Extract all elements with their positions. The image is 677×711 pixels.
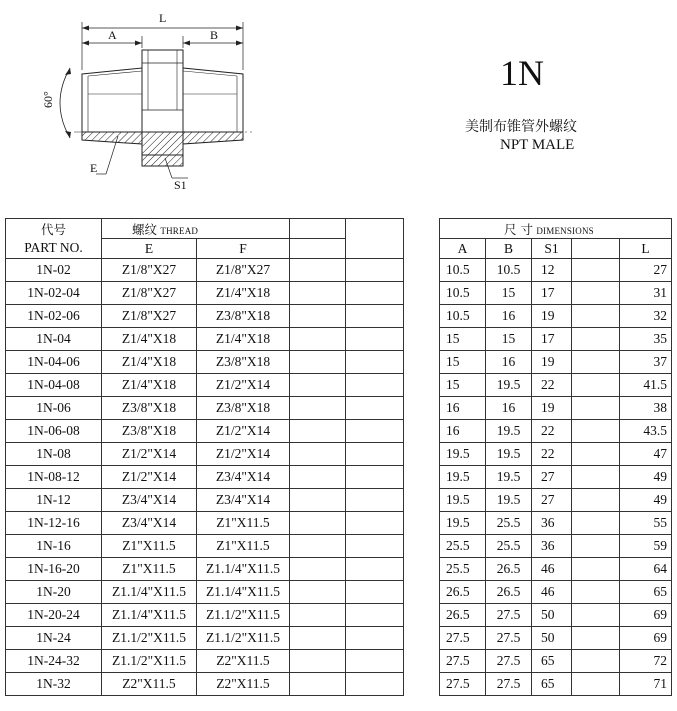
part-no-header-cn: 代号 bbox=[6, 219, 102, 239]
empty-cell bbox=[290, 535, 346, 558]
table-row bbox=[6, 443, 672, 466]
empty-cell bbox=[290, 673, 346, 696]
empty-cell bbox=[346, 512, 404, 535]
empty-cell bbox=[572, 581, 620, 604]
empty-cell bbox=[346, 535, 404, 558]
dim-a-cell: 26.5 bbox=[440, 581, 486, 604]
dim-a-cell: 26.5 bbox=[440, 604, 486, 627]
empty-cell bbox=[346, 443, 404, 466]
part-no-cell: 1N-16-20 bbox=[6, 558, 102, 581]
dim-a-cell: 27.5 bbox=[440, 650, 486, 673]
empty-cell bbox=[572, 650, 620, 673]
part-no-cell: 1N-24 bbox=[6, 627, 102, 650]
table-row bbox=[6, 259, 672, 282]
table-row bbox=[6, 351, 672, 374]
spacer-cell bbox=[404, 650, 440, 673]
dim-s1-cell: 27 bbox=[532, 466, 572, 489]
part-no-cell: 1N-04 bbox=[6, 328, 102, 351]
dim-b-cell: 15 bbox=[486, 328, 532, 351]
dim-b-cell: 16 bbox=[486, 305, 532, 328]
dim-l-cell: 31 bbox=[620, 282, 672, 305]
dim-l-cell: 55 bbox=[620, 512, 672, 535]
empty-cell bbox=[346, 351, 404, 374]
col-header-l: L bbox=[620, 239, 672, 259]
dim-s1-cell: 36 bbox=[532, 512, 572, 535]
dim-s1-cell: 12 bbox=[532, 259, 572, 282]
empty-cell bbox=[346, 305, 404, 328]
thread-e-cell: Z3/8"X18 bbox=[102, 397, 197, 420]
thread-e-cell: Z3/4"X14 bbox=[102, 489, 197, 512]
empty-cell bbox=[346, 604, 404, 627]
part-no-cell: 1N-08 bbox=[6, 443, 102, 466]
table-row bbox=[6, 397, 672, 420]
empty-cell bbox=[290, 650, 346, 673]
col-header-s1: S1 bbox=[532, 239, 572, 259]
dim-l-cell: 37 bbox=[620, 351, 672, 374]
dim-a-cell: 19.5 bbox=[440, 512, 486, 535]
dim-s1-cell: 19 bbox=[532, 397, 572, 420]
empty-cell bbox=[572, 259, 620, 282]
thread-f-cell: Z1.1/4"X11.5 bbox=[197, 581, 290, 604]
part-no-cell: 1N-20 bbox=[6, 581, 102, 604]
thread-e-cell: Z1.1/4"X11.5 bbox=[102, 581, 197, 604]
table-row bbox=[6, 374, 672, 397]
thread-e-cell: Z1/4"X18 bbox=[102, 351, 197, 374]
empty-cell bbox=[572, 512, 620, 535]
dim-b-cell: 19.5 bbox=[486, 443, 532, 466]
dim-s1-cell: 19 bbox=[532, 351, 572, 374]
dim-s1-cell: 65 bbox=[532, 673, 572, 696]
empty-cell bbox=[572, 443, 620, 466]
thread-f-cell: Z2"X11.5 bbox=[197, 673, 290, 696]
dim-a-cell: 16 bbox=[440, 420, 486, 443]
label-s1: S1 bbox=[174, 178, 187, 192]
col-header-a: A bbox=[440, 239, 486, 259]
table-row bbox=[6, 489, 672, 512]
empty-cell bbox=[572, 466, 620, 489]
dim-l-cell: 49 bbox=[620, 466, 672, 489]
empty-cell bbox=[290, 328, 346, 351]
empty-cell bbox=[290, 397, 346, 420]
empty-cell bbox=[290, 581, 346, 604]
table-row bbox=[6, 305, 672, 328]
thread-f-cell: Z1"X11.5 bbox=[197, 535, 290, 558]
dim-s1-cell: 50 bbox=[532, 627, 572, 650]
thread-e-cell: Z3/8"X18 bbox=[102, 420, 197, 443]
thread-e-cell: Z1"X11.5 bbox=[102, 535, 197, 558]
dim-s1-cell: 22 bbox=[532, 420, 572, 443]
empty-cell bbox=[346, 627, 404, 650]
dim-l-cell: 41.5 bbox=[620, 374, 672, 397]
part-no-cell: 1N-08-12 bbox=[6, 466, 102, 489]
empty-cell bbox=[290, 420, 346, 443]
table-row bbox=[6, 328, 672, 351]
empty-cell bbox=[346, 581, 404, 604]
dim-l-cell: 65 bbox=[620, 581, 672, 604]
label-l: L bbox=[159, 11, 167, 25]
dim-s1-cell: 50 bbox=[532, 604, 572, 627]
dim-a-cell: 15 bbox=[440, 328, 486, 351]
empty-cell bbox=[346, 374, 404, 397]
part-no-cell: 1N-02 bbox=[6, 259, 102, 282]
part-no-cell: 1N-20-24 bbox=[6, 604, 102, 627]
part-no-cell: 1N-04-06 bbox=[6, 351, 102, 374]
dim-a-cell: 15 bbox=[440, 351, 486, 374]
thread-e-cell: Z1.1/4"X11.5 bbox=[102, 604, 197, 627]
thread-e-cell: Z1.1/2"X11.5 bbox=[102, 627, 197, 650]
empty-cell bbox=[290, 374, 346, 397]
dim-a-cell: 25.5 bbox=[440, 535, 486, 558]
empty-cell bbox=[572, 489, 620, 512]
part-no-cell: 1N-16 bbox=[6, 535, 102, 558]
spacer-cell bbox=[404, 282, 440, 305]
model-title: 1N bbox=[500, 53, 544, 93]
thread-e-cell: Z1/2"X14 bbox=[102, 443, 197, 466]
dim-b-cell: 27.5 bbox=[486, 627, 532, 650]
thread-e-cell: Z1.1/2"X11.5 bbox=[102, 650, 197, 673]
empty-cell bbox=[346, 558, 404, 581]
col-header-f: F bbox=[197, 239, 290, 259]
col-header-b: B bbox=[486, 239, 532, 259]
empty-cell bbox=[572, 305, 620, 328]
spacer-cell bbox=[404, 581, 440, 604]
thread-f-cell: Z1.1/2"X11.5 bbox=[197, 604, 290, 627]
thread-header: 螺纹 THREAD bbox=[102, 219, 290, 239]
fitting-drawing bbox=[40, 8, 280, 198]
part-no-cell: 1N-32 bbox=[6, 673, 102, 696]
thread-f-cell: Z1.1/2"X11.5 bbox=[197, 627, 290, 650]
empty-cell bbox=[290, 259, 346, 282]
table-row bbox=[6, 466, 672, 489]
empty-cell bbox=[290, 512, 346, 535]
spacer-cell bbox=[404, 305, 440, 328]
dimensions-header: 尺 寸 DIMENSIONS bbox=[440, 219, 672, 239]
empty-cell bbox=[290, 558, 346, 581]
thread-e-cell: Z1/8"X27 bbox=[102, 305, 197, 328]
part-no-header-en: PART NO. bbox=[6, 239, 102, 259]
spacer-cell bbox=[404, 374, 440, 397]
spacer-cell bbox=[404, 512, 440, 535]
thread-f-cell: Z3/8"X18 bbox=[197, 305, 290, 328]
subtitle-chinese: 美制布锥管外螺纹 bbox=[465, 119, 577, 135]
dim-s1-cell: 27 bbox=[532, 489, 572, 512]
empty-cell bbox=[572, 397, 620, 420]
dim-l-cell: 69 bbox=[620, 604, 672, 627]
table-row bbox=[6, 581, 672, 604]
empty-cell bbox=[346, 259, 404, 282]
table-row bbox=[6, 673, 672, 696]
label-e: E bbox=[90, 161, 98, 175]
dim-l-cell: 69 bbox=[620, 627, 672, 650]
thread-e-cell: Z1/8"X27 bbox=[102, 259, 197, 282]
dim-s1-cell: 46 bbox=[532, 581, 572, 604]
dim-l-cell: 27 bbox=[620, 259, 672, 282]
thread-f-cell: Z1/2"X14 bbox=[197, 374, 290, 397]
empty-cell bbox=[290, 627, 346, 650]
part-no-cell: 1N-12 bbox=[6, 489, 102, 512]
spec-table bbox=[5, 218, 672, 696]
thread-f-cell: Z1.1/4"X11.5 bbox=[197, 558, 290, 581]
empty-cell bbox=[346, 328, 404, 351]
dim-a-cell: 10.5 bbox=[440, 259, 486, 282]
dim-a-cell: 19.5 bbox=[440, 489, 486, 512]
spacer-cell bbox=[404, 604, 440, 627]
thread-f-cell: Z1/8"X27 bbox=[197, 259, 290, 282]
dim-l-cell: 72 bbox=[620, 650, 672, 673]
empty-cell bbox=[572, 351, 620, 374]
thread-f-cell: Z1/4"X18 bbox=[197, 282, 290, 305]
thread-f-cell: Z1/4"X18 bbox=[197, 328, 290, 351]
table-row bbox=[6, 558, 672, 581]
dim-l-cell: 32 bbox=[620, 305, 672, 328]
dim-b-cell: 26.5 bbox=[486, 581, 532, 604]
dim-s1-cell: 17 bbox=[532, 282, 572, 305]
dim-s1-cell: 22 bbox=[532, 443, 572, 466]
table-row bbox=[6, 420, 672, 443]
dim-a-cell: 16 bbox=[440, 397, 486, 420]
dim-l-cell: 71 bbox=[620, 673, 672, 696]
table-row bbox=[6, 650, 672, 673]
part-no-cell: 1N-12-16 bbox=[6, 512, 102, 535]
dim-a-cell: 19.5 bbox=[440, 466, 486, 489]
dim-s1-cell: 22 bbox=[532, 374, 572, 397]
dim-b-cell: 16 bbox=[486, 397, 532, 420]
thread-f-cell: Z2"X11.5 bbox=[197, 650, 290, 673]
empty-cell bbox=[346, 397, 404, 420]
empty-cell bbox=[290, 351, 346, 374]
header-row-1 bbox=[6, 219, 672, 239]
dim-b-cell: 27.5 bbox=[486, 604, 532, 627]
thread-e-cell: Z2"X11.5 bbox=[102, 673, 197, 696]
dim-b-cell: 19.5 bbox=[486, 374, 532, 397]
empty-cell bbox=[290, 282, 346, 305]
dim-b-cell: 25.5 bbox=[486, 512, 532, 535]
header-row-2 bbox=[6, 239, 672, 259]
thread-f-cell: Z1/2"X14 bbox=[197, 420, 290, 443]
thread-f-cell: Z1"X11.5 bbox=[197, 512, 290, 535]
empty-cell bbox=[572, 420, 620, 443]
empty-cell bbox=[290, 604, 346, 627]
dim-l-cell: 64 bbox=[620, 558, 672, 581]
empty-cell bbox=[572, 535, 620, 558]
spacer-cell bbox=[404, 558, 440, 581]
col-header-e: E bbox=[102, 239, 197, 259]
dim-s1-cell: 65 bbox=[532, 650, 572, 673]
dim-b-cell: 10.5 bbox=[486, 259, 532, 282]
empty-cell bbox=[572, 328, 620, 351]
spacer-cell bbox=[404, 420, 440, 443]
dim-a-cell: 15 bbox=[440, 374, 486, 397]
part-no-cell: 1N-06 bbox=[6, 397, 102, 420]
label-b: B bbox=[210, 28, 219, 42]
spacer-cell bbox=[404, 466, 440, 489]
part-no-cell: 1N-02-06 bbox=[6, 305, 102, 328]
dim-s1-cell: 19 bbox=[532, 305, 572, 328]
empty-cell bbox=[346, 466, 404, 489]
table-row bbox=[6, 535, 672, 558]
empty-cell bbox=[346, 489, 404, 512]
empty-cell bbox=[346, 673, 404, 696]
thread-f-cell: Z3/4"X14 bbox=[197, 466, 290, 489]
thread-e-cell: Z3/4"X14 bbox=[102, 512, 197, 535]
dim-a-cell: 27.5 bbox=[440, 627, 486, 650]
empty-cell bbox=[290, 305, 346, 328]
spacer-cell bbox=[404, 535, 440, 558]
dim-s1-cell: 36 bbox=[532, 535, 572, 558]
empty-cell bbox=[290, 489, 346, 512]
part-no-cell: 1N-04-08 bbox=[6, 374, 102, 397]
dim-s1-cell: 46 bbox=[532, 558, 572, 581]
empty-cell bbox=[290, 466, 346, 489]
label-angle: 60° bbox=[41, 91, 55, 108]
thread-f-cell: Z3/8"X18 bbox=[197, 351, 290, 374]
dim-b-cell: 15 bbox=[486, 282, 532, 305]
dim-a-cell: 10.5 bbox=[440, 282, 486, 305]
dim-b-cell: 19.5 bbox=[486, 420, 532, 443]
table-row bbox=[6, 512, 672, 535]
spacer-cell bbox=[404, 259, 440, 282]
dim-l-cell: 43.5 bbox=[620, 420, 672, 443]
spacer-cell bbox=[404, 673, 440, 696]
part-no-cell: 1N-24-32 bbox=[6, 650, 102, 673]
dim-l-cell: 38 bbox=[620, 397, 672, 420]
table-row bbox=[6, 627, 672, 650]
spacer-cell bbox=[404, 351, 440, 374]
spacer-cell bbox=[404, 489, 440, 512]
thread-e-cell: Z1/4"X18 bbox=[102, 328, 197, 351]
dim-l-cell: 47 bbox=[620, 443, 672, 466]
empty-cell bbox=[572, 604, 620, 627]
dim-l-cell: 49 bbox=[620, 489, 672, 512]
empty-cell bbox=[290, 443, 346, 466]
empty-cell bbox=[572, 374, 620, 397]
dim-a-cell: 19.5 bbox=[440, 443, 486, 466]
subtitle-english: NPT MALE bbox=[500, 137, 575, 153]
spacer-cell bbox=[404, 443, 440, 466]
empty-cell bbox=[572, 282, 620, 305]
thread-e-cell: Z1/8"X27 bbox=[102, 282, 197, 305]
empty-cell bbox=[346, 650, 404, 673]
dim-b-cell: 27.5 bbox=[486, 650, 532, 673]
label-a: A bbox=[108, 28, 117, 42]
empty-cell bbox=[346, 282, 404, 305]
dim-a-cell: 25.5 bbox=[440, 558, 486, 581]
dim-b-cell: 16 bbox=[486, 351, 532, 374]
empty-cell bbox=[572, 627, 620, 650]
empty-cell bbox=[346, 420, 404, 443]
spacer-cell bbox=[404, 397, 440, 420]
dim-l-cell: 35 bbox=[620, 328, 672, 351]
dim-a-cell: 27.5 bbox=[440, 673, 486, 696]
thread-f-cell: Z1/2"X14 bbox=[197, 443, 290, 466]
table-row bbox=[6, 282, 672, 305]
spacer-cell bbox=[404, 328, 440, 351]
empty-cell bbox=[572, 558, 620, 581]
dim-b-cell: 27.5 bbox=[486, 673, 532, 696]
dim-b-cell: 26.5 bbox=[486, 558, 532, 581]
thread-e-cell: Z1/4"X18 bbox=[102, 374, 197, 397]
dim-b-cell: 25.5 bbox=[486, 535, 532, 558]
dim-s1-cell: 17 bbox=[532, 328, 572, 351]
spacer-cell bbox=[404, 627, 440, 650]
dim-l-cell: 59 bbox=[620, 535, 672, 558]
thread-e-cell: Z1/2"X14 bbox=[102, 466, 197, 489]
dim-a-cell: 10.5 bbox=[440, 305, 486, 328]
empty-cell bbox=[572, 673, 620, 696]
part-no-cell: 1N-06-08 bbox=[6, 420, 102, 443]
part-no-cell: 1N-02-04 bbox=[6, 282, 102, 305]
thread-e-cell: Z1"X11.5 bbox=[102, 558, 197, 581]
table-row bbox=[6, 604, 672, 627]
thread-f-cell: Z3/8"X18 bbox=[197, 397, 290, 420]
thread-f-cell: Z3/4"X14 bbox=[197, 489, 290, 512]
dim-b-cell: 19.5 bbox=[486, 466, 532, 489]
dim-b-cell: 19.5 bbox=[486, 489, 532, 512]
